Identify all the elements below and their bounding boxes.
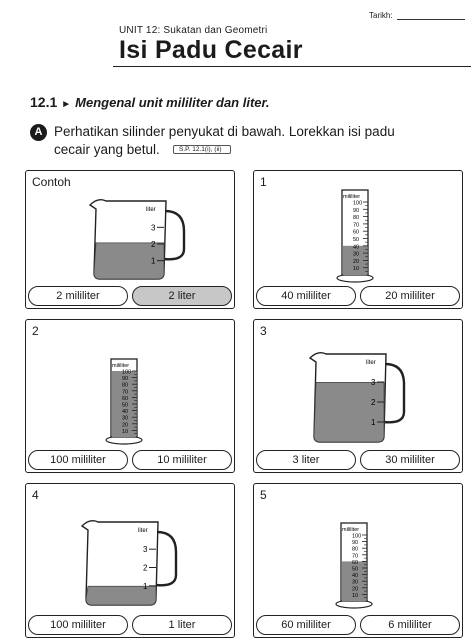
scale-label: 40 xyxy=(353,244,360,251)
instruction-line-1: Perhatikan silinder penyukat di bawah. Lorekkan isi padu xyxy=(54,124,395,139)
scale-unit: mililiter xyxy=(343,194,361,200)
scale-label: 1 xyxy=(143,581,148,591)
answer-option-2[interactable]: 6 mililiter xyxy=(360,615,460,635)
scale-unit: mililiter xyxy=(112,363,130,369)
page-title: Isi Padu Cecair xyxy=(119,36,303,64)
scale-label: 3 xyxy=(371,378,376,387)
answer-option-2[interactable]: 1 liter xyxy=(132,615,232,635)
scale-label: 2 xyxy=(371,398,376,407)
instruction-line-2: cecair yang betul. xyxy=(54,142,160,157)
scale-label: 80 xyxy=(353,215,360,222)
arrow-icon: ► xyxy=(61,99,72,110)
question-label: 1 xyxy=(260,175,267,189)
measuring-cylinder-icon xyxy=(332,186,382,283)
scale-label: 40 xyxy=(122,409,129,416)
scale-label: 60 xyxy=(122,395,129,402)
date-label: Tarikh: xyxy=(369,11,393,20)
jug-handle xyxy=(164,211,184,259)
jug-handle xyxy=(156,532,176,585)
measuring-jug-icon xyxy=(86,193,186,283)
answer-option-2[interactable]: 10 mililiter xyxy=(132,450,232,470)
question-card-1 xyxy=(253,170,463,309)
scale-unit: liter xyxy=(146,207,156,213)
scale-label: 1 xyxy=(151,256,156,266)
answer-options xyxy=(256,450,460,470)
answer-options xyxy=(256,615,460,635)
scale-label: 80 xyxy=(352,546,359,553)
question-card-2 xyxy=(25,319,235,473)
question-card-4 xyxy=(25,483,235,638)
scale-label: 80 xyxy=(122,382,129,389)
scale-label: 70 xyxy=(352,553,359,560)
scale-label: 2 xyxy=(143,563,148,573)
answer-option-1[interactable]: 40 mililiter xyxy=(256,286,356,306)
question-card-3 xyxy=(253,319,463,473)
question-card-5 xyxy=(253,483,463,638)
answer-option-2[interactable]: 20 mililiter xyxy=(360,286,460,306)
liquid-fill xyxy=(314,382,384,442)
scale-unit: mililiter xyxy=(342,527,360,533)
measuring-cylinder-icon xyxy=(101,355,151,445)
scale-label: 90 xyxy=(353,207,360,214)
section-number: 12.1 xyxy=(30,94,58,110)
question-label: 3 xyxy=(260,324,267,338)
answer-option-1[interactable]: 100 mililiter xyxy=(28,615,128,635)
scale-label: 20 xyxy=(353,258,360,265)
scale-label: 100 xyxy=(353,200,363,207)
answer-option-1[interactable]: 2 mililiter xyxy=(28,286,128,306)
scale-label: 90 xyxy=(352,540,359,547)
question-card-example xyxy=(25,170,235,309)
scale-unit: liter xyxy=(138,528,148,534)
question-label: 5 xyxy=(260,488,267,502)
scale-label: 90 xyxy=(122,376,129,383)
scale-label: 10 xyxy=(122,428,129,435)
answer-options xyxy=(28,615,232,635)
scale-label: 3 xyxy=(143,545,148,555)
standard-reference-tag: S.P. 12.1(i), (ii) xyxy=(173,145,231,154)
scale-label: 60 xyxy=(353,229,360,236)
answer-option-1[interactable]: 3 liter xyxy=(256,450,356,470)
scale-label: 10 xyxy=(353,266,360,273)
scale-label: 30 xyxy=(353,251,360,258)
section-heading xyxy=(30,94,269,110)
answer-option-2[interactable]: 2 liter xyxy=(132,286,232,306)
scale-label: 20 xyxy=(122,422,129,429)
scale-label: 50 xyxy=(122,402,129,409)
answer-option-1[interactable]: 100 mililiter xyxy=(28,450,128,470)
question-label: Contoh xyxy=(32,175,71,189)
section-title: Mengenal unit mililiter dan liter. xyxy=(75,95,270,110)
scale-label: 70 xyxy=(353,222,360,229)
measuring-jug-icon xyxy=(306,346,406,446)
scale-label: 60 xyxy=(352,559,359,566)
answer-options xyxy=(28,450,232,470)
measuring-cylinder-icon xyxy=(331,519,381,609)
scale-label: 50 xyxy=(353,237,360,243)
question-label: 4 xyxy=(32,488,39,502)
scale-label: 1 xyxy=(371,418,376,427)
scale-label: 50 xyxy=(352,566,359,573)
jug-handle xyxy=(384,364,404,422)
scale-label: 40 xyxy=(352,573,359,580)
scale-label: 30 xyxy=(122,415,129,422)
scale-label: 100 xyxy=(122,369,132,376)
scale-label: 10 xyxy=(352,592,359,599)
question-label: 2 xyxy=(32,324,39,338)
unit-heading: UNIT 12: Sukatan dan Geometri xyxy=(119,25,268,36)
answer-options xyxy=(28,286,232,306)
measuring-jug-icon xyxy=(78,514,178,609)
answer-option-2[interactable]: 30 mililiter xyxy=(360,450,460,470)
scale-unit: liter xyxy=(366,360,376,366)
activity-marker: A xyxy=(30,124,47,141)
answer-option-1[interactable]: 60 mililiter xyxy=(256,615,356,635)
scale-label: 3 xyxy=(151,223,156,233)
scale-label: 2 xyxy=(151,240,156,249)
title-divider xyxy=(113,66,471,67)
date-field[interactable] xyxy=(397,19,465,20)
answer-options xyxy=(256,286,460,306)
scale-label: 30 xyxy=(352,579,359,586)
scale-label: 20 xyxy=(352,586,359,593)
scale-label: 100 xyxy=(352,533,362,540)
scale-label: 70 xyxy=(122,389,129,396)
